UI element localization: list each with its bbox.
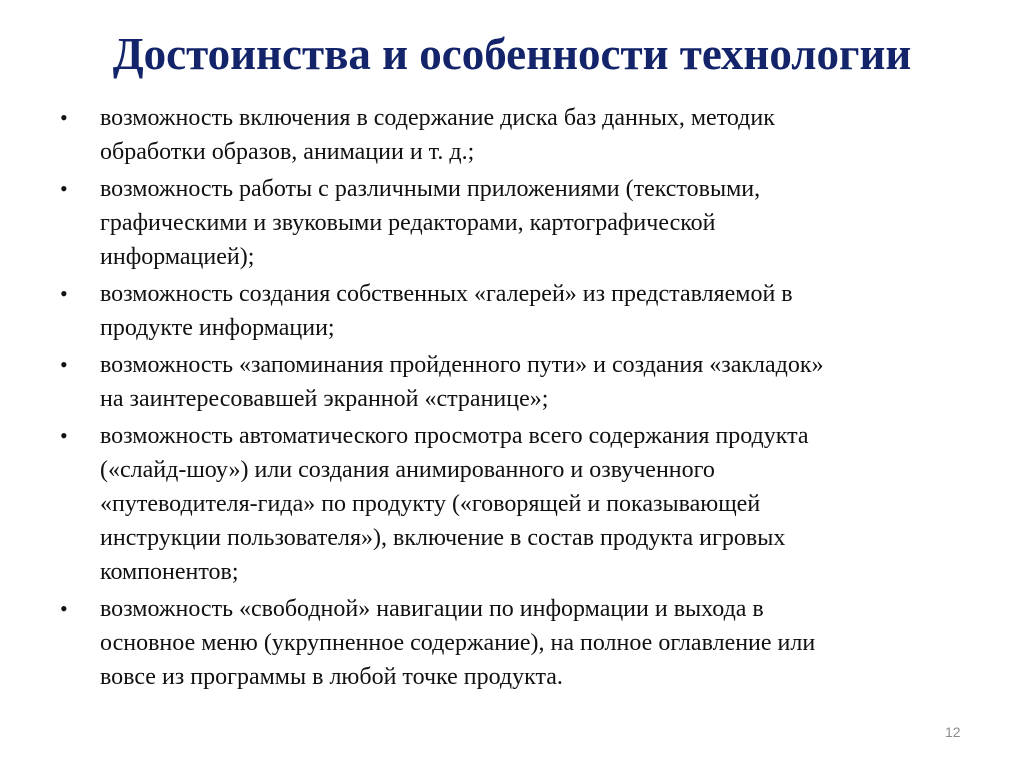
list-item-text-line: на заинтересовавшей экранной «странице»; (100, 386, 549, 412)
list-item-text-line: графическими и звуковыми редакторами, картографической (100, 210, 716, 236)
list-item-text-line: возможность включения в содержание диска баз данных, методик (100, 105, 775, 131)
bullet-icon: • (60, 423, 68, 448)
list-item-text-line: «путеводителя-гида» по продукту («говорящей и показывающей (100, 491, 761, 517)
list-item (60, 419, 980, 589)
list-item-text-line: возможность автоматического просмотра всего содержания продукта (100, 423, 809, 449)
list-item-text-line: основное меню (укрупненное содержание), на полное оглавление или (100, 630, 816, 656)
list-item (60, 277, 980, 345)
list-item-text-line: продукте информации; (100, 315, 335, 341)
bullet-icon: • (60, 105, 68, 130)
page-number: 12 (945, 724, 961, 740)
list-item-text-line: вовсе из программы в любой точке продукта. (100, 664, 563, 690)
list-item (60, 592, 980, 694)
bullet-list (60, 101, 980, 697)
list-item-text-line: возможность «запоминания пройденного пути» и создания «закладок» (100, 352, 824, 378)
list-item-text-line: возможность создания собственных «галерей» из представляемой в (100, 281, 793, 307)
slide-title: Достоинства и особенности технологии (112, 29, 912, 79)
bullet-icon: • (60, 176, 68, 201)
bullet-icon: • (60, 352, 68, 377)
list-item-text-line: возможность «свободной» навигации по информации и выхода в (100, 596, 764, 622)
list-item-text-line: обработки образов, анимации и т. д.; (100, 139, 475, 165)
list-item (60, 172, 980, 274)
list-item-text-line: информацией); (100, 244, 255, 270)
list-item-text-line: («слайд-шоу») или создания анимированного и озвученного (100, 457, 715, 483)
list-item-text-line: инструкции пользователя»), включение в состав продукта игровых (100, 525, 786, 551)
list-item-text-line: компонентов; (100, 559, 239, 585)
list-item-text-line: возможность работы с различными приложениями (текстовыми, (100, 176, 761, 202)
list-item (60, 101, 980, 169)
list-item (60, 348, 980, 416)
bullet-icon: • (60, 596, 68, 621)
bullet-icon: • (60, 281, 68, 306)
